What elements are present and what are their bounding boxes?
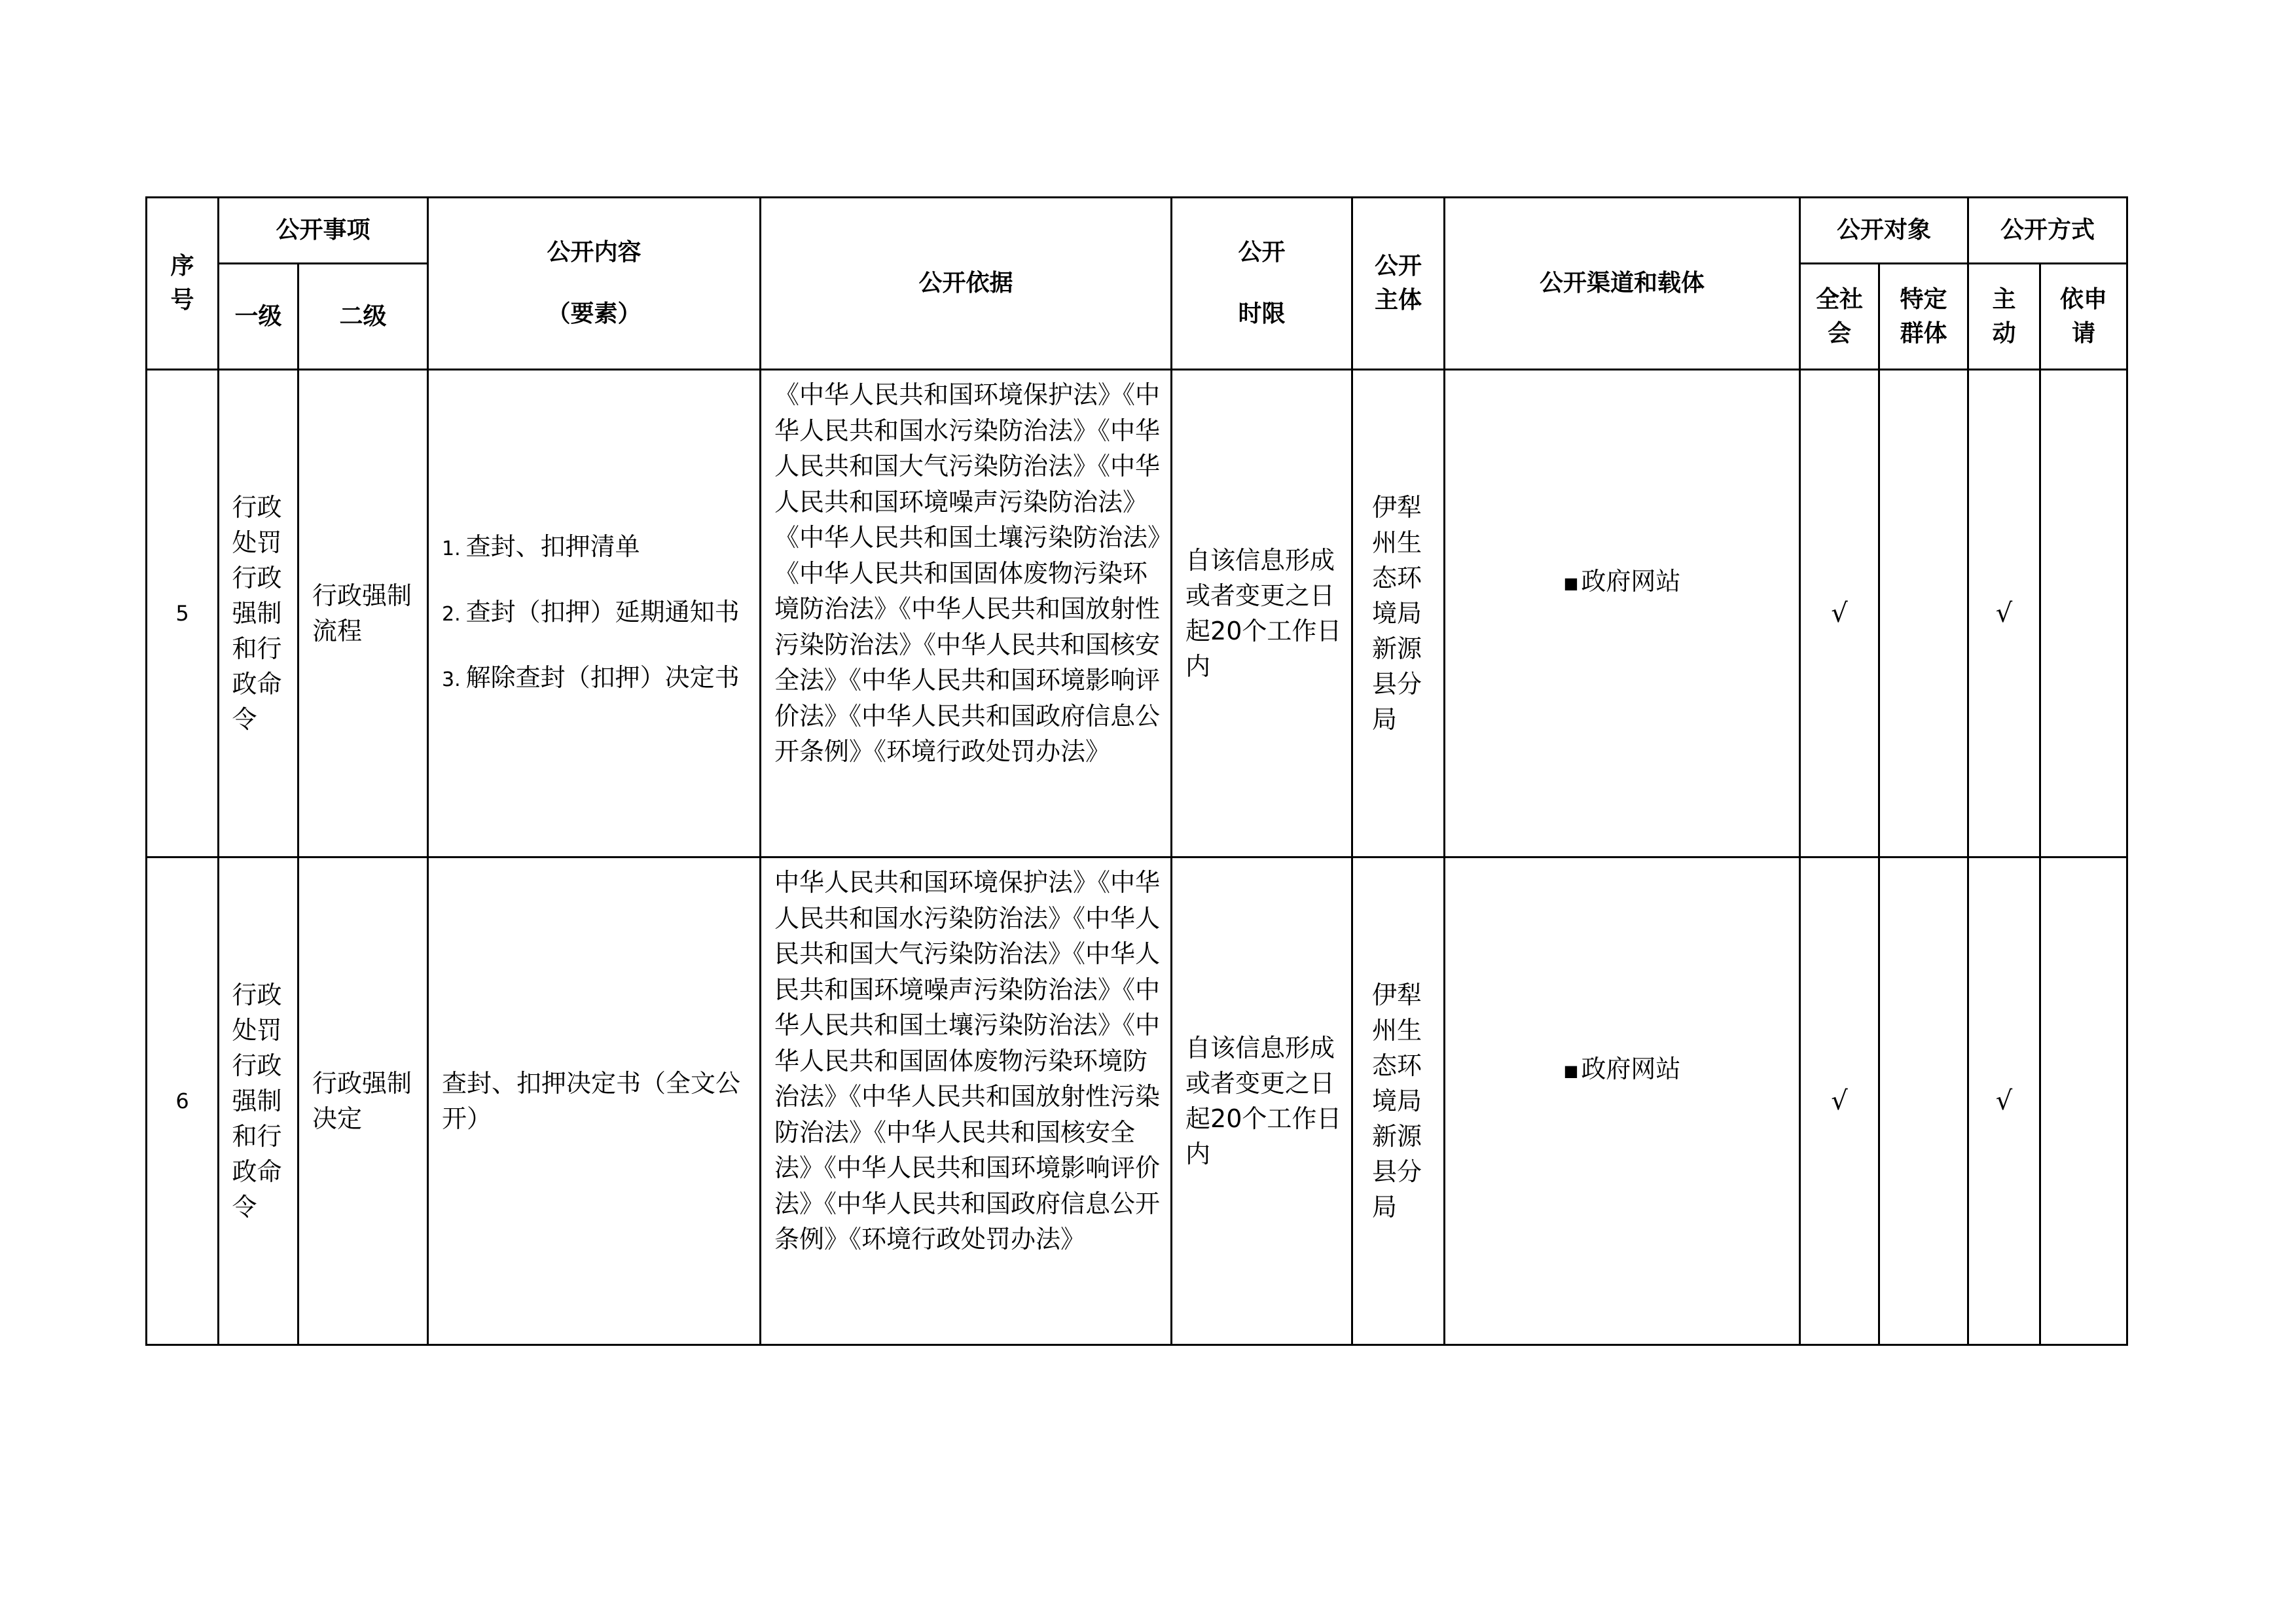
row-level1-text: 行政处罚行政强制和行政命令	[232, 981, 282, 1221]
header-deadline-line2: 时限	[1238, 300, 1286, 327]
header-subject-line1: 公开	[1375, 253, 1422, 280]
row-level1	[219, 857, 298, 1345]
list-item-number: 1.	[442, 537, 461, 560]
header-method-request	[2040, 264, 2127, 370]
row-target-specific	[1879, 857, 1968, 1345]
row-seq: 5	[147, 370, 219, 857]
row-channel-text: 政府网站	[1581, 567, 1681, 596]
header-content	[428, 198, 761, 370]
header-subject	[1352, 198, 1445, 370]
row-seq: 6	[147, 857, 219, 1345]
header-target-specific	[1879, 264, 1968, 370]
header-method-request-label: 依申请	[2060, 285, 2108, 347]
disclosure-table	[145, 196, 2128, 1346]
header-content-line2: （要素）	[547, 300, 642, 327]
row-target-all: √	[1800, 857, 1879, 1345]
row-method-active: √	[1968, 857, 2040, 1345]
list-item-number: 2.	[442, 603, 461, 626]
list-item	[442, 529, 750, 567]
row-target-all: √	[1800, 370, 1879, 857]
row-subject-text: 伊犁州生态环境局新源县分局	[1372, 981, 1422, 1221]
row-method-request	[2040, 370, 2127, 857]
list-item-text: 解除查封（扣押）决定书	[465, 663, 740, 692]
header-basis: 公开依据	[761, 198, 1172, 370]
header-seq-label: 序号	[170, 253, 194, 314]
header-method-active-label: 主动	[1992, 285, 2016, 347]
row-deadline: 自该信息形成或者变更之日起20个工作日内	[1172, 857, 1352, 1345]
header-target-all-label: 全社会	[1816, 285, 1864, 347]
row-channel	[1445, 370, 1800, 857]
row-subject	[1352, 857, 1445, 1345]
list-item-text: 查封（扣押）延期通知书	[465, 598, 740, 626]
header-channel: 公开渠道和载体	[1445, 198, 1800, 370]
list-item	[442, 594, 750, 632]
header-content-line1: 公开内容	[547, 239, 642, 266]
row-channel-text: 政府网站	[1581, 1055, 1681, 1084]
row-level1-text: 行政处罚行政强制和行政命令	[232, 493, 282, 734]
row-level1	[219, 370, 298, 857]
row-basis: 《中华人民共和国环境保护法》《中华人民共和国水污染防治法》《中华人民共和国大气污染防治法》《中华人民共和国环境噪声污染防治法》《中华人民共和国土壤污染防治法》《中华人民共和国固体废物污染环境防治法》《中华人民共和国放射性污染防治法》《中华人民共和国核安全法》《中华人民共和国环境影响评价法》《中华人民共和国政府信息公开条例》《环境行政处罚办法》	[761, 370, 1172, 857]
list-item-number: 3.	[442, 668, 461, 691]
header-target-all	[1800, 264, 1879, 370]
header-target-group: 公开对象	[1800, 198, 1968, 264]
row-content: 查封、扣押决定书（全文公开）	[428, 857, 761, 1345]
header-subject-line2: 主体	[1375, 287, 1422, 314]
row-method-active: √	[1968, 370, 2040, 857]
list-item-text: 查封、扣押清单	[465, 532, 640, 561]
row-subject	[1352, 370, 1445, 857]
row-basis: 中华人民共和国环境保护法》《中华人民共和国水污染防治法》《中华人民共和国大气污染防治法》《中华人民共和国环境噪声污染防治法》《中华人民共和国土壤污染防治法》《中华人民共和国固体废物污染环境防治法》《中华人民共和国放射性污染防治法》《中华人民共和国核安全法》《中华人民共和国环境影响评价法》《中华人民共和国政府信息公开条例》《环境行政处罚办法》	[761, 857, 1172, 1345]
row-level2: 行政强制流程	[298, 370, 428, 857]
row-target-specific	[1879, 370, 1968, 857]
header-level2: 二级	[298, 264, 428, 370]
header-method-active	[1968, 264, 2040, 370]
header-item-group: 公开事项	[219, 198, 428, 264]
list-item	[442, 660, 750, 698]
header-seq	[147, 198, 219, 370]
table-row	[147, 857, 2127, 1345]
header-deadline-line1: 公开	[1238, 239, 1286, 266]
row-channel	[1445, 857, 1800, 1345]
row-content	[428, 370, 761, 857]
content-list	[442, 529, 750, 698]
row-level2: 行政强制决定	[298, 857, 428, 1345]
square-bullet-icon: ■	[1563, 573, 1579, 592]
header-method-group: 公开方式	[1968, 198, 2127, 264]
header-deadline	[1172, 198, 1352, 370]
table-row	[147, 370, 2127, 857]
square-bullet-icon: ■	[1563, 1061, 1579, 1080]
row-subject-text: 伊犁州生态环境局新源县分局	[1372, 493, 1422, 734]
header-level1: 一级	[219, 264, 298, 370]
header-row-1	[147, 198, 2127, 264]
row-deadline: 自该信息形成或者变更之日起20个工作日内	[1172, 370, 1352, 857]
header-target-specific-label: 特定群体	[1900, 285, 1947, 347]
row-method-request	[2040, 857, 2127, 1345]
